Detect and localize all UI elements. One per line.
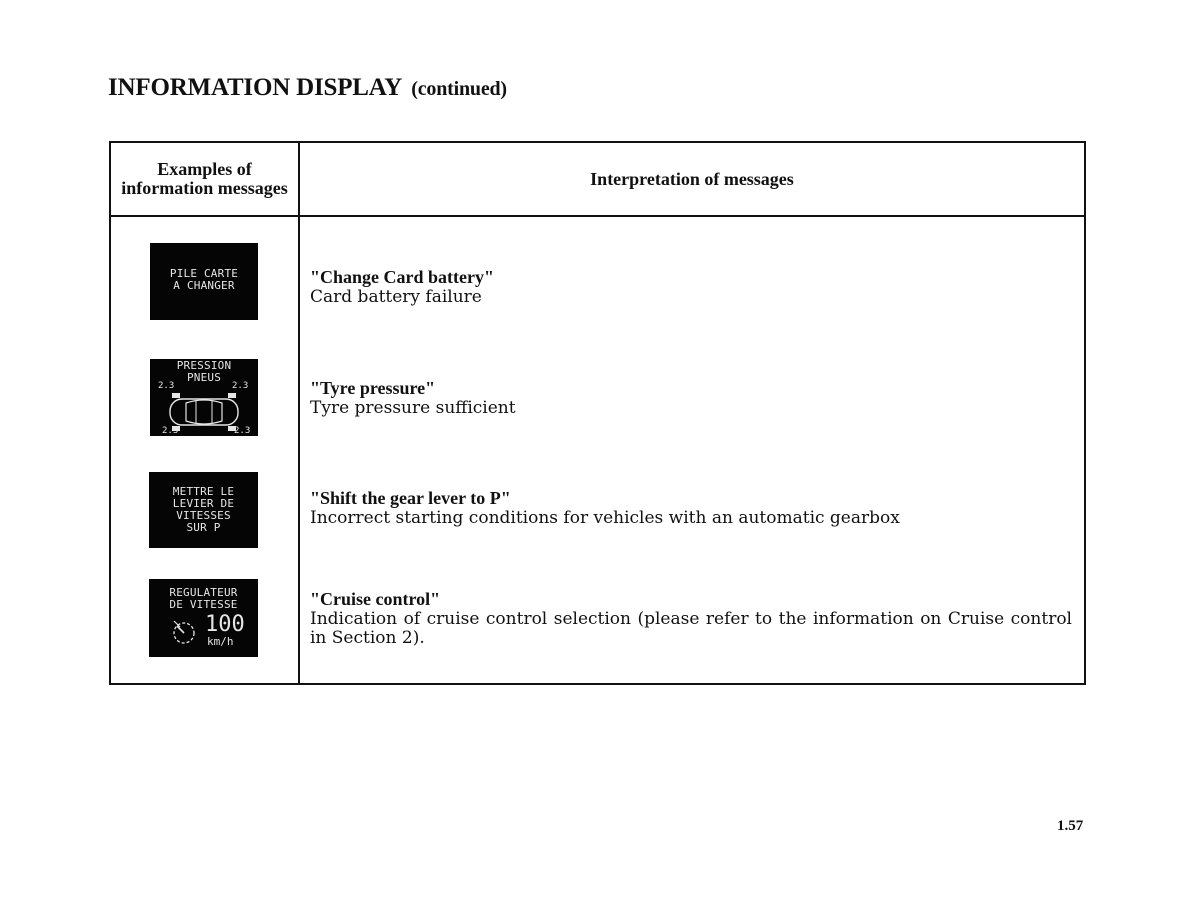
tyre-value-front-right: 2.3: [232, 381, 249, 391]
display-line: PRESSION: [176, 359, 232, 372]
message-title: "Tyre pressure": [310, 378, 436, 398]
display-line: A CHANGER: [173, 279, 235, 292]
display-line: DE VITESSE: [169, 598, 238, 611]
message-cruise-control: [310, 588, 1072, 648]
tyre-value-rear-left: 2.3: [162, 426, 179, 436]
message-description: Incorrect starting conditions for vehicles with an automatic gearbox: [310, 508, 900, 528]
speed-unit: km/h: [207, 635, 234, 648]
message-title: "Cruise control": [310, 589, 441, 609]
car-outline-icon: [150, 359, 258, 436]
tyre-pressure-display: [150, 359, 258, 436]
column-header-examples-line2: information messages: [121, 178, 288, 198]
page-title: [108, 74, 507, 102]
message-card-battery: [310, 266, 1072, 307]
page-title-main: INFORMATION DISPLAY: [108, 74, 402, 101]
column-header-interpretation-label: Interpretation of messages: [590, 168, 794, 189]
tyre-value-rear-right: 2.3: [234, 426, 251, 436]
column-divider: [298, 143, 300, 683]
message-gear-lever: [310, 487, 1072, 528]
display-line: SUR P: [186, 521, 221, 534]
message-tyre-pressure: [310, 377, 1072, 418]
page-title-suffix: (continued): [411, 78, 507, 100]
page-number: 1.57: [1057, 818, 1084, 834]
message-description: Tyre pressure sufficient: [310, 398, 516, 418]
cruise-control-display: [149, 579, 258, 657]
card-battery-display: [150, 243, 258, 320]
message-title: "Shift the gear lever to P": [310, 488, 511, 508]
gear-lever-display: [149, 472, 258, 548]
display-line: LEVIER DE: [172, 497, 235, 510]
message-description: Card battery failure: [310, 287, 482, 307]
speed-value: 100: [205, 612, 245, 637]
display-line: REGULATEUR: [169, 586, 238, 599]
display-line: METTRE LE: [172, 485, 235, 498]
column-header-examples: [111, 143, 298, 215]
header-row-divider: [111, 215, 1084, 217]
tyre-value-front-left: 2.3: [158, 381, 175, 391]
display-line: PILE CARTE: [169, 267, 239, 280]
display-line: VITESSES: [176, 509, 231, 522]
speedometer-icon: [169, 617, 199, 647]
message-description: Indication of cruise control selection (please refer to the information on Cruise control in Section 2).: [310, 609, 1072, 648]
column-header-interpretation: [300, 143, 1084, 215]
message-title: "Change Card battery": [310, 267, 494, 287]
display-line: PNEUS: [186, 371, 222, 384]
column-header-examples-line1: Examples of: [157, 159, 252, 179]
messages-table: [109, 141, 1086, 685]
